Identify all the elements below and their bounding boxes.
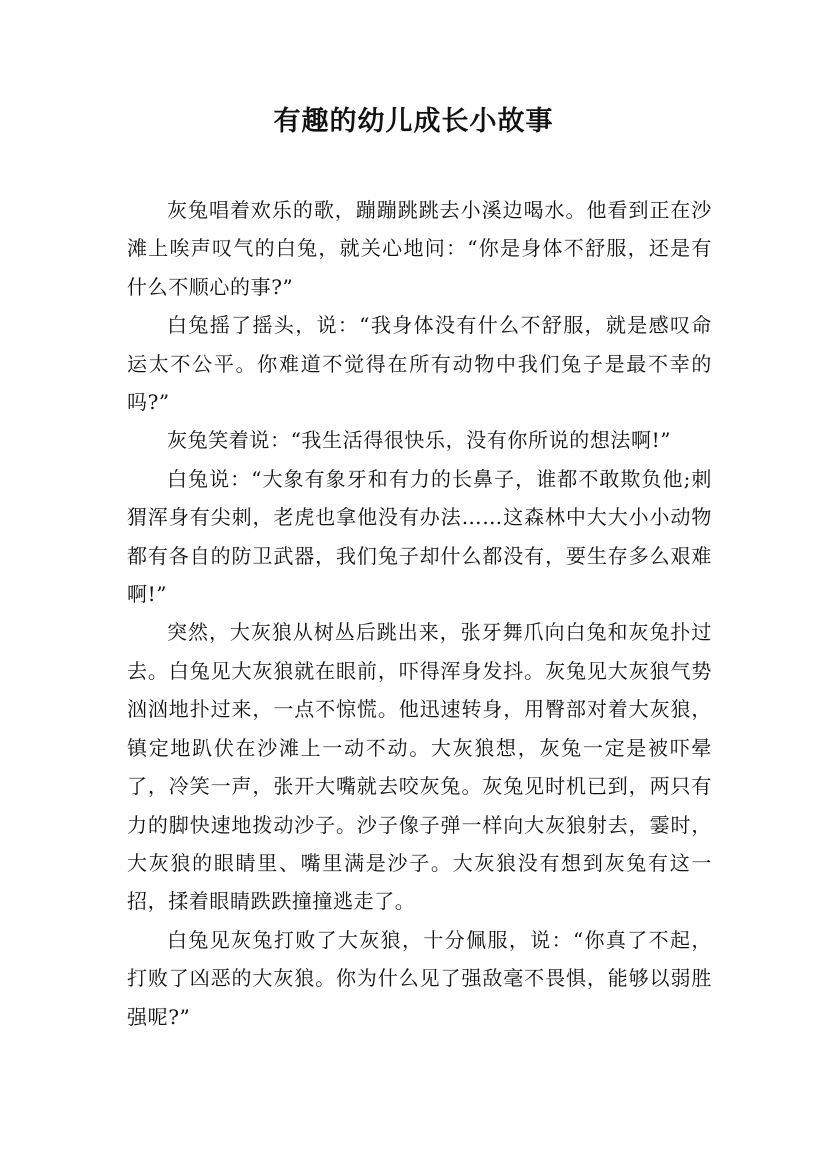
story-body	[127, 191, 712, 1036]
paragraph-1: 灰兔唱着欢乐的歌，蹦蹦跳跳去小溪边喝水。他看到正在沙滩上唉声叹气的白兔，就关心地问：“你是身体不舒服，还是有什么不顺心的事?”	[127, 198, 712, 299]
paragraph-6: 白兔见灰兔打败了大灰狼，十分佩服，说：“你真了不起，打败了凶恶的大灰狼。你为什么见了强敌毫不畏惧，能够以弱胜强呢?”	[127, 927, 712, 1029]
document-title: 有趣的幼儿成长小故事	[273, 106, 554, 137]
paragraph-2: 白兔摇了摇头，说：“我身体没有什么不舒服，就是感叹命运太不公平。你难道不觉得在所有动物中我们兔子是最不幸的吗?”	[127, 313, 712, 415]
paragraph-5: 突然，大灰狼从树丛后跳出来，张牙舞爪向白兔和灰兔扑过去。白兔见大灰狼就在眼前，吓得浑身发抖。灰兔见大灰狼气势汹汹地扑过来，一点不惊慌。他迅速转身，用臀部对着大灰狼，镇定地趴伏在沙滩上一动不动。大灰狼想，灰兔一定是被吓晕了，冷笑一声，张开大嘴就去咬灰兔。灰兔见时机已到，两只有力的脚快速地拨动沙子。沙子像子弹一样向大灰狼射去，霎时，大灰狼的眼睛里、嘴里满是沙子。大灰狼没有想到灰兔有这一招，揉着眼睛跌跌撞撞逃走了。	[127, 620, 712, 914]
paragraph-4: 白兔说：“大象有象牙和有力的长鼻子，谁都不敢欺负他;刺猬浑身有尖刺，老虎也拿他没有办法……这森林中大大小小动物都有各自的防卫武器，我们兔子却什么都没有，要生存多么艰难啊!”	[127, 466, 712, 607]
paragraph-3: 灰兔笑着说：“我生活得很快乐，没有你所说的想法啊!”	[167, 428, 672, 453]
